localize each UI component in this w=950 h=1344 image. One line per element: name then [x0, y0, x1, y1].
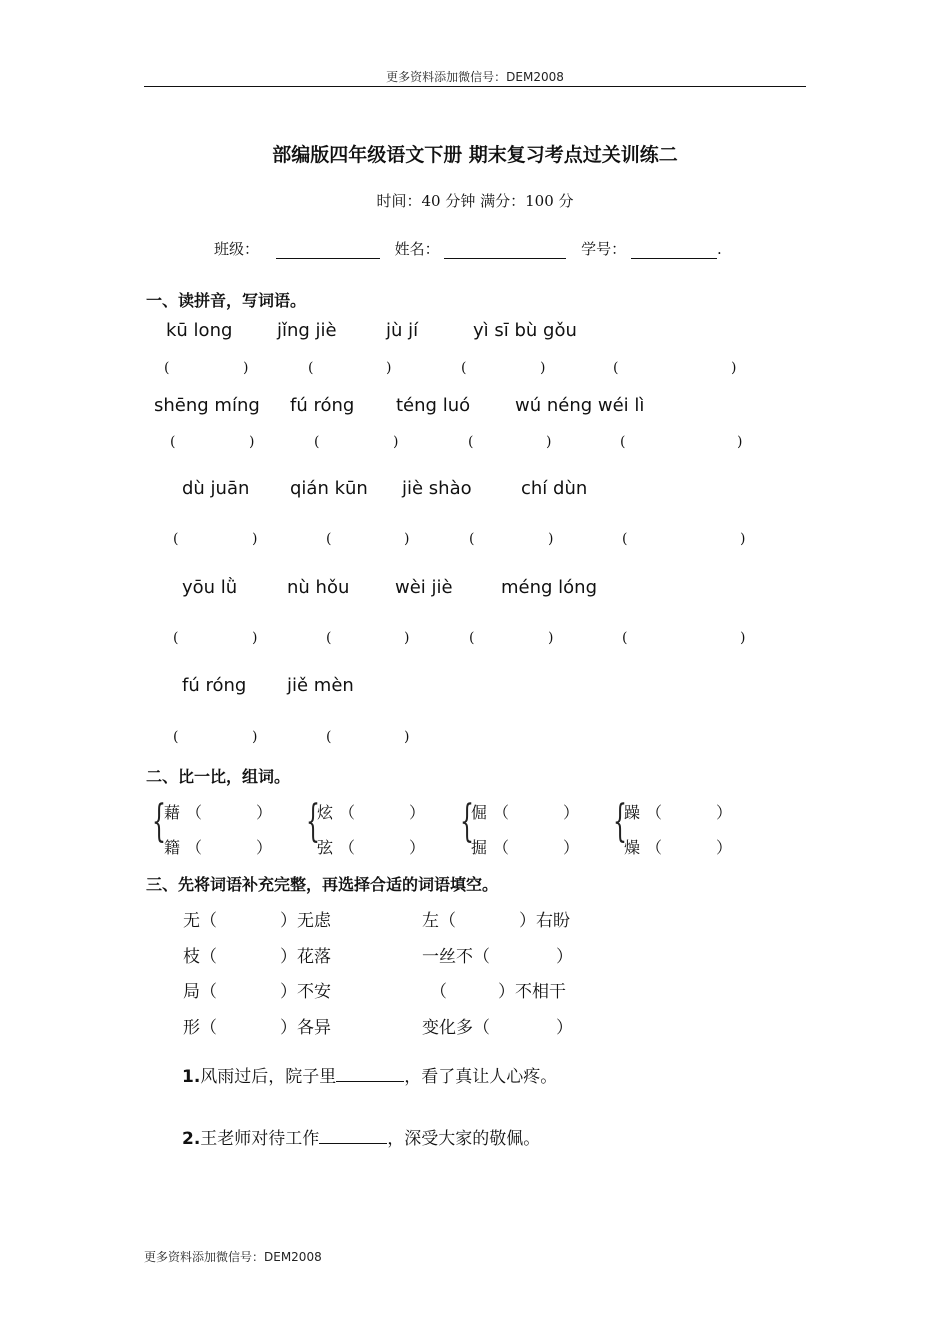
answer-open: ( [173, 531, 179, 547]
answer-close: ) [386, 360, 392, 376]
answer-open: ( [173, 630, 179, 646]
answer-open: ( [164, 360, 170, 376]
sentence-number: 2. [182, 1129, 201, 1149]
char-bottom: 籍 [164, 838, 181, 857]
pinyin-item: yì sī bù gǒu [473, 320, 577, 341]
answer-close: ) [548, 630, 554, 646]
answer-close: ) [243, 360, 249, 376]
answer-open: ( [326, 531, 332, 547]
brace-icon: { [460, 796, 474, 847]
pinyin-item: fú róng [290, 395, 355, 416]
answer-open: ( [468, 434, 474, 450]
page-footer: 更多资料添加微信号：DEM2008 [144, 1250, 322, 1264]
sentence-number: 1. [182, 1067, 201, 1087]
answer-close: ) [740, 531, 746, 547]
pinyin-item: nù hǒu [287, 577, 350, 598]
idiom-left-post: ）不安 [280, 982, 331, 1002]
pinyin-item: wèi jiè [395, 577, 453, 598]
pinyin-item: dù juān [182, 478, 250, 499]
paren-open: （ [186, 803, 203, 822]
answer-close: ) [737, 434, 743, 450]
answer-close: ) [548, 531, 554, 547]
sentence-pre: 风雨过后，院子里 [200, 1067, 337, 1087]
idiom-right-post: ）右盼 [519, 911, 570, 931]
paren-close: ） [716, 803, 733, 822]
idiom-right-pre: 变化多（ [422, 1018, 490, 1038]
answer-open: ( [326, 630, 332, 646]
char-bottom: 掘 [471, 838, 488, 857]
paren-open: （ [339, 838, 356, 857]
name-label: 姓名： [394, 240, 440, 258]
paren-open: （ [493, 803, 510, 822]
section1-heading: 一、读拼音，写词语。 [146, 291, 307, 310]
char-top: 倔 [471, 803, 488, 822]
char-top: 藉 [164, 803, 181, 822]
answer-close: ) [546, 434, 552, 450]
idiom-right-post: ）不相干 [498, 982, 566, 1002]
sentence-blank[interactable] [319, 1127, 387, 1144]
pinyin-item: jù jí [386, 320, 419, 341]
idiom-left-post: ）无虑 [280, 911, 331, 931]
answer-close: ) [404, 630, 410, 646]
sentence-pre: 王老师对待工作 [200, 1129, 320, 1149]
answer-open: ( [622, 531, 628, 547]
idiom-left-pre: 无（ [183, 911, 217, 931]
paren-close: ） [563, 803, 580, 822]
answer-open: ( [308, 360, 314, 376]
pinyin-item: fú róng [182, 675, 247, 696]
idiom-right-pre: （ [430, 982, 447, 1002]
class-field[interactable] [276, 242, 380, 259]
student-info [214, 238, 722, 259]
answer-close: ) [252, 630, 258, 646]
answer-open: ( [620, 434, 626, 450]
paren-close: ） [563, 838, 580, 857]
char-top: 躁 [624, 803, 641, 822]
answer-close: ) [740, 630, 746, 646]
answer-open: ( [170, 434, 176, 450]
exam-info: 时间：40 分钟 满分：100 分 [376, 192, 574, 210]
idiom-left-post: ）花落 [280, 947, 331, 967]
char-bottom: 燥 [624, 838, 641, 857]
idiom-left-post: ）各异 [280, 1018, 331, 1038]
sentence-blank[interactable] [336, 1065, 404, 1082]
id-label: 学号： [581, 240, 627, 258]
answer-close: ) [249, 434, 255, 450]
pinyin-item: jǐng jiè [277, 320, 337, 341]
brace-icon: { [152, 796, 166, 847]
answer-open: ( [613, 360, 619, 376]
idiom-left-pre: 形（ [183, 1018, 217, 1038]
answer-open: ( [469, 630, 475, 646]
paren-open: （ [493, 838, 510, 857]
section2-heading: 二、比一比，组词。 [146, 767, 291, 786]
answer-open: ( [314, 434, 320, 450]
answer-open: ( [326, 729, 332, 745]
idiom-left-pre: 局（ [183, 982, 217, 1002]
id-field[interactable] [631, 242, 717, 259]
pinyin-item: méng lóng [501, 577, 598, 598]
name-field[interactable] [444, 242, 566, 259]
info-end-mark: . [716, 240, 722, 258]
answer-close: ) [404, 729, 410, 745]
sentence-2 [182, 1124, 540, 1149]
answer-close: ) [731, 360, 737, 376]
sentence-post: ，看了真让人心疼。 [404, 1067, 558, 1087]
char-top: 炫 [317, 803, 334, 822]
brace-icon: { [306, 796, 320, 847]
idiom-right-post: ） [556, 1018, 573, 1038]
answer-open: ( [622, 630, 628, 646]
pinyin-item: jiè shào [402, 478, 472, 499]
pinyin-item: shēng míng [154, 395, 260, 416]
char-bottom: 弦 [317, 838, 334, 857]
answer-open: ( [461, 360, 467, 376]
sentence-1 [182, 1062, 557, 1087]
answer-close: ) [252, 729, 258, 745]
paren-open: （ [186, 838, 203, 857]
pinyin-item: wú néng wéi lì [515, 395, 645, 416]
paren-close: ） [409, 803, 426, 822]
paren-open: （ [646, 803, 663, 822]
section3-heading: 三、先将词语补充完整，再选择合适的词语填空。 [146, 875, 499, 894]
pinyin-item: chí dùn [521, 478, 588, 499]
page-header: 更多资料添加微信号：DEM2008 [386, 70, 564, 84]
paren-close: ） [256, 838, 273, 857]
pinyin-item: qián kūn [290, 478, 368, 499]
idiom-right-pre: 左（ [422, 911, 456, 931]
paren-close: ） [716, 838, 733, 857]
answer-close: ) [252, 531, 258, 547]
paren-close: ） [256, 803, 273, 822]
pinyin-item: téng luó [396, 395, 471, 416]
answer-close: ) [404, 531, 410, 547]
answer-open: ( [173, 729, 179, 745]
paren-open: （ [339, 803, 356, 822]
pinyin-item: kū long [166, 320, 233, 341]
pinyin-item: yōu lǜ [182, 577, 238, 598]
answer-open: ( [469, 531, 475, 547]
paren-open: （ [646, 838, 663, 857]
idiom-right-pre: 一丝不（ [422, 947, 490, 967]
class-label: 班级： [214, 240, 260, 258]
idiom-left-pre: 枝（ [183, 947, 217, 967]
brace-icon: { [613, 796, 627, 847]
page-title: 部编版四年级语文下册 期末复习考点过关训练二 [272, 144, 678, 166]
idiom-right-post: ） [556, 947, 573, 967]
header-divider [144, 86, 806, 87]
answer-close: ) [540, 360, 546, 376]
paren-close: ） [409, 838, 426, 857]
sentence-post: ，深受大家的敬佩。 [387, 1129, 541, 1149]
pinyin-item: jiě mèn [287, 675, 354, 696]
answer-close: ) [393, 434, 399, 450]
